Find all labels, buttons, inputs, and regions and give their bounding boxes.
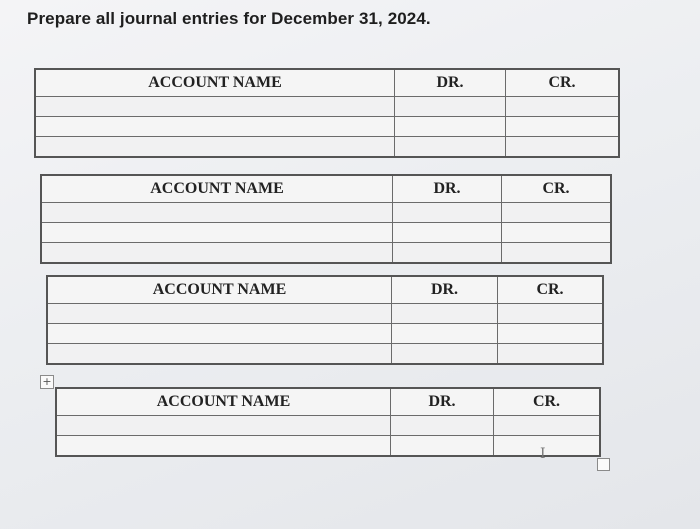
debit-cell[interactable] — [392, 344, 498, 365]
credit-cell[interactable] — [506, 137, 620, 158]
account-name-cell[interactable] — [56, 436, 391, 457]
header-debit: DR. — [391, 388, 494, 416]
header-debit: DR. — [393, 175, 502, 203]
credit-cell[interactable] — [498, 344, 604, 365]
journal-entry-table-4 — [55, 387, 601, 457]
header-credit: CR. — [502, 175, 612, 203]
debit-cell[interactable] — [391, 416, 494, 436]
credit-cell[interactable] — [502, 203, 612, 223]
journal-entry-table-1 — [34, 68, 620, 158]
account-name-cell[interactable] — [47, 344, 392, 365]
account-name-cell[interactable] — [56, 416, 391, 436]
debit-cell[interactable] — [395, 97, 506, 117]
account-name-cell[interactable] — [35, 117, 395, 137]
debit-cell[interactable] — [393, 203, 502, 223]
account-name-cell[interactable] — [47, 324, 392, 344]
account-name-cell[interactable] — [35, 137, 395, 158]
debit-cell[interactable] — [395, 137, 506, 158]
journal-entry-table-2 — [40, 174, 612, 264]
resize-handle-icon[interactable] — [597, 458, 610, 471]
debit-cell[interactable] — [392, 304, 498, 324]
header-account-name: ACCOUNT NAME — [35, 69, 395, 97]
debit-cell[interactable] — [393, 223, 502, 243]
plus-move-icon[interactable]: + — [40, 375, 54, 389]
header-credit: CR. — [506, 69, 620, 97]
credit-cell[interactable] — [494, 436, 601, 457]
debit-cell[interactable] — [393, 243, 502, 264]
debit-cell[interactable] — [395, 117, 506, 137]
account-name-cell[interactable] — [47, 304, 392, 324]
account-name-cell[interactable] — [41, 223, 393, 243]
credit-cell[interactable] — [506, 117, 620, 137]
question-prompt: Prepare all journal entries for December 31, 2024. — [27, 9, 431, 28]
account-name-cell[interactable] — [41, 203, 393, 223]
account-name-cell[interactable] — [41, 243, 393, 264]
credit-cell[interactable] — [506, 97, 620, 117]
journal-entry-table-3 — [46, 275, 604, 365]
header-account-name: ACCOUNT NAME — [47, 276, 392, 304]
header-account-name: ACCOUNT NAME — [41, 175, 393, 203]
header-account-name: ACCOUNT NAME — [56, 388, 391, 416]
header-debit: DR. — [392, 276, 498, 304]
credit-cell[interactable] — [498, 324, 604, 344]
debit-cell[interactable] — [391, 436, 494, 457]
text-cursor-icon: I — [540, 446, 546, 462]
credit-cell[interactable] — [502, 243, 612, 264]
credit-cell[interactable] — [498, 304, 604, 324]
credit-cell[interactable] — [502, 223, 612, 243]
debit-cell[interactable] — [392, 324, 498, 344]
header-debit: DR. — [395, 69, 506, 97]
account-name-cell[interactable] — [35, 97, 395, 117]
credit-cell[interactable] — [494, 416, 601, 436]
header-credit: CR. — [498, 276, 604, 304]
header-credit: CR. — [494, 388, 601, 416]
